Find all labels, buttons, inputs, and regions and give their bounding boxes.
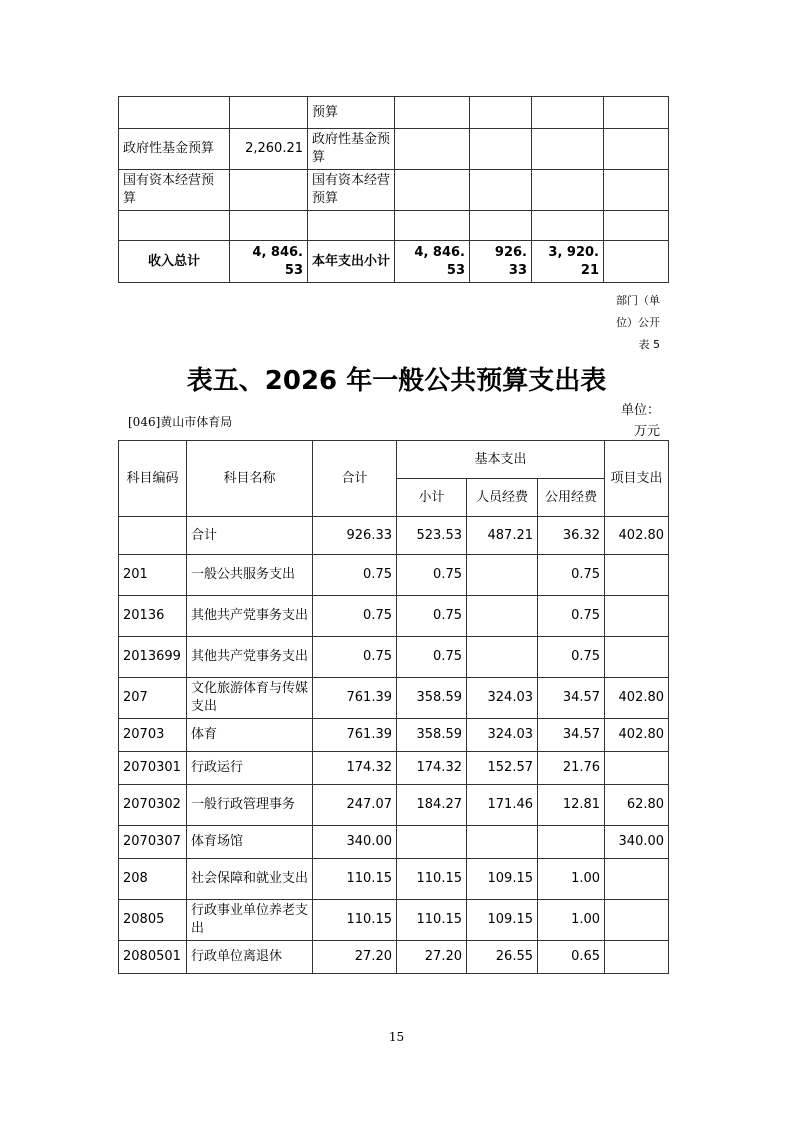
expenditure-project-total: 3, 920. 21 (532, 241, 604, 283)
name-cell: 行政事业单位养老支出 (187, 900, 313, 941)
subtotal-cell: 358.59 (397, 678, 467, 719)
subtotal-cell: 27.20 (397, 941, 467, 974)
name-cell: 文化旅游体育与传媒支出 (187, 678, 313, 719)
expenditure-item-cell: 预算 (308, 97, 395, 129)
subtotal-cell: 110.15 (397, 900, 467, 941)
total-cell: 926.33 (313, 517, 397, 555)
header-code: 科目编码 (119, 441, 187, 517)
name-cell: 合计 (187, 517, 313, 555)
public-cell: 34.57 (538, 719, 605, 752)
total-cell: 247.07 (313, 785, 397, 826)
subtotal-cell: 174.32 (397, 752, 467, 785)
name-cell: 行政单位离退休 (187, 941, 313, 974)
header-project: 项目支出 (605, 441, 669, 517)
subtotal-cell: 0.75 (397, 637, 467, 678)
total-cell: 0.75 (313, 596, 397, 637)
public-cell: 1.00 (538, 859, 605, 900)
table-row (119, 170, 669, 211)
revenue-expenditure-summary-table (118, 96, 669, 283)
total-cell: 761.39 (313, 678, 397, 719)
name-cell: 社会保障和就业支出 (187, 859, 313, 900)
code-cell: 201 (119, 555, 187, 596)
total-cell: 110.15 (313, 900, 397, 941)
extra-cell (604, 241, 669, 283)
total-cell: 110.15 (313, 859, 397, 900)
expenditure-project-cell (532, 211, 604, 241)
header-name: 科目名称 (187, 441, 313, 517)
code-cell: 20136 (119, 596, 187, 637)
note-line: 部门（单 (616, 294, 660, 307)
revenue-total-label: 收入总计 (119, 241, 230, 283)
name-cell: 一般行政管理事务 (187, 785, 313, 826)
header-total: 合计 (313, 441, 397, 517)
expenditure-subtotal-amount: 4, 846. 53 (395, 241, 470, 283)
personnel-cell: 26.55 (467, 941, 538, 974)
code-cell: 20703 (119, 719, 187, 752)
public-cell: 36.32 (538, 517, 605, 555)
table-note (600, 290, 660, 356)
project-cell (605, 859, 669, 900)
revenue-amount-cell: 2,260.21 (230, 129, 308, 170)
revenue-total-amount: 4, 846. 53 (230, 241, 308, 283)
expenditure-project-cell (532, 129, 604, 170)
table-row (119, 241, 669, 283)
header-basic: 基本支出 (397, 441, 605, 479)
code-cell (119, 517, 187, 555)
total-cell: 761.39 (313, 719, 397, 752)
public-cell: 12.81 (538, 785, 605, 826)
total-cell: 0.75 (313, 555, 397, 596)
subtotal-cell: 110.15 (397, 859, 467, 900)
public-cell: 0.75 (538, 637, 605, 678)
expenditure-item-cell: 国有资本经营预算 (308, 170, 395, 211)
public-cell: 34.57 (538, 678, 605, 719)
code-cell: 2013699 (119, 637, 187, 678)
expenditure-total-cell (395, 211, 470, 241)
revenue-item-cell: 政府性基金预算 (119, 129, 230, 170)
expenditure-project-cell (532, 170, 604, 211)
expenditure-item-cell (308, 211, 395, 241)
table-row (119, 517, 669, 555)
table-row (119, 826, 669, 859)
project-cell: 62.80 (605, 785, 669, 826)
name-cell: 行政运行 (187, 752, 313, 785)
total-cell: 174.32 (313, 752, 397, 785)
subtotal-cell (397, 826, 467, 859)
expenditure-basic-total: 926. 33 (470, 241, 532, 283)
name-cell: 其他共产党事务支出 (187, 596, 313, 637)
public-cell: 0.65 (538, 941, 605, 974)
table-row (119, 678, 669, 719)
public-cell: 1.00 (538, 900, 605, 941)
table-row (119, 719, 669, 752)
extra-cell (604, 211, 669, 241)
expenditure-total-cell (395, 170, 470, 211)
code-cell: 208 (119, 859, 187, 900)
table-row (119, 752, 669, 785)
project-cell: 340.00 (605, 826, 669, 859)
total-cell: 27.20 (313, 941, 397, 974)
header-row (119, 441, 669, 479)
personnel-cell (467, 596, 538, 637)
unit-label-line: 万元 (633, 424, 660, 439)
expenditure-total-cell (395, 97, 470, 129)
project-cell: 402.80 (605, 678, 669, 719)
personnel-cell: 109.15 (467, 900, 538, 941)
revenue-item-cell: 国有资本经营预算 (119, 170, 230, 211)
table-row (119, 97, 669, 129)
name-cell: 体育场馆 (187, 826, 313, 859)
public-cell: 21.76 (538, 752, 605, 785)
personnel-cell (467, 826, 538, 859)
code-cell: 2070302 (119, 785, 187, 826)
public-cell (538, 826, 605, 859)
page-number: 15 (388, 1030, 405, 1044)
name-cell: 一般公共服务支出 (187, 555, 313, 596)
project-cell (605, 752, 669, 785)
code-cell: 2070307 (119, 826, 187, 859)
header-subtotal: 小计 (397, 479, 467, 517)
project-cell: 402.80 (605, 719, 669, 752)
unit-name: [046]黄山市体育局 (128, 415, 233, 429)
note-line: 表 5 (638, 338, 660, 351)
personnel-cell: 152.57 (467, 752, 538, 785)
expenditure-item-cell: 政府性基金预算 (308, 129, 395, 170)
table-row (119, 785, 669, 826)
expenditure-basic-cell (470, 129, 532, 170)
project-cell (605, 596, 669, 637)
extra-cell (604, 129, 669, 170)
project-cell (605, 900, 669, 941)
personnel-cell (467, 637, 538, 678)
expenditure-basic-cell (470, 97, 532, 129)
project-cell (605, 941, 669, 974)
personnel-cell: 487.21 (467, 517, 538, 555)
revenue-item-cell (119, 211, 230, 241)
revenue-amount-cell (230, 170, 308, 211)
revenue-amount-cell (230, 211, 308, 241)
project-cell: 402.80 (605, 517, 669, 555)
public-cell: 0.75 (538, 596, 605, 637)
personnel-cell (467, 555, 538, 596)
code-cell: 2080501 (119, 941, 187, 974)
project-cell (605, 637, 669, 678)
code-cell: 207 (119, 678, 187, 719)
name-cell: 其他共产党事务支出 (187, 637, 313, 678)
personnel-cell: 109.15 (467, 859, 538, 900)
header-personnel: 人员经费 (467, 479, 538, 517)
table-row (119, 211, 669, 241)
table-row (119, 637, 669, 678)
expenditure-table (118, 440, 669, 974)
total-cell: 340.00 (313, 826, 397, 859)
expenditure-subtotal-label: 本年支出小计 (308, 241, 395, 283)
table-row (119, 555, 669, 596)
project-cell (605, 555, 669, 596)
unit-label (600, 400, 660, 442)
subtotal-cell: 523.53 (397, 517, 467, 555)
personnel-cell: 324.03 (467, 678, 538, 719)
expenditure-basic-cell (470, 170, 532, 211)
code-cell: 2070301 (119, 752, 187, 785)
extra-cell (604, 170, 669, 211)
public-cell: 0.75 (538, 555, 605, 596)
table-row (119, 859, 669, 900)
table-row (119, 941, 669, 974)
personnel-cell: 171.46 (467, 785, 538, 826)
unit-label-line: 单位： (620, 403, 660, 418)
note-line: 位）公开 (616, 316, 660, 329)
header-public: 公用经费 (538, 479, 605, 517)
subtotal-cell: 0.75 (397, 555, 467, 596)
total-cell: 0.75 (313, 637, 397, 678)
page-title: 表五、2026 年一般公共预算支出表 (186, 366, 607, 396)
expenditure-total-cell (395, 129, 470, 170)
personnel-cell: 324.03 (467, 719, 538, 752)
table-row (119, 900, 669, 941)
table-row (119, 129, 669, 170)
table-row (119, 596, 669, 637)
revenue-item-cell (119, 97, 230, 129)
revenue-amount-cell (230, 97, 308, 129)
expenditure-basic-cell (470, 211, 532, 241)
subtotal-cell: 0.75 (397, 596, 467, 637)
expenditure-project-cell (532, 97, 604, 129)
extra-cell (604, 97, 669, 129)
name-cell: 体育 (187, 719, 313, 752)
subtotal-cell: 184.27 (397, 785, 467, 826)
code-cell: 20805 (119, 900, 187, 941)
subtotal-cell: 358.59 (397, 719, 467, 752)
